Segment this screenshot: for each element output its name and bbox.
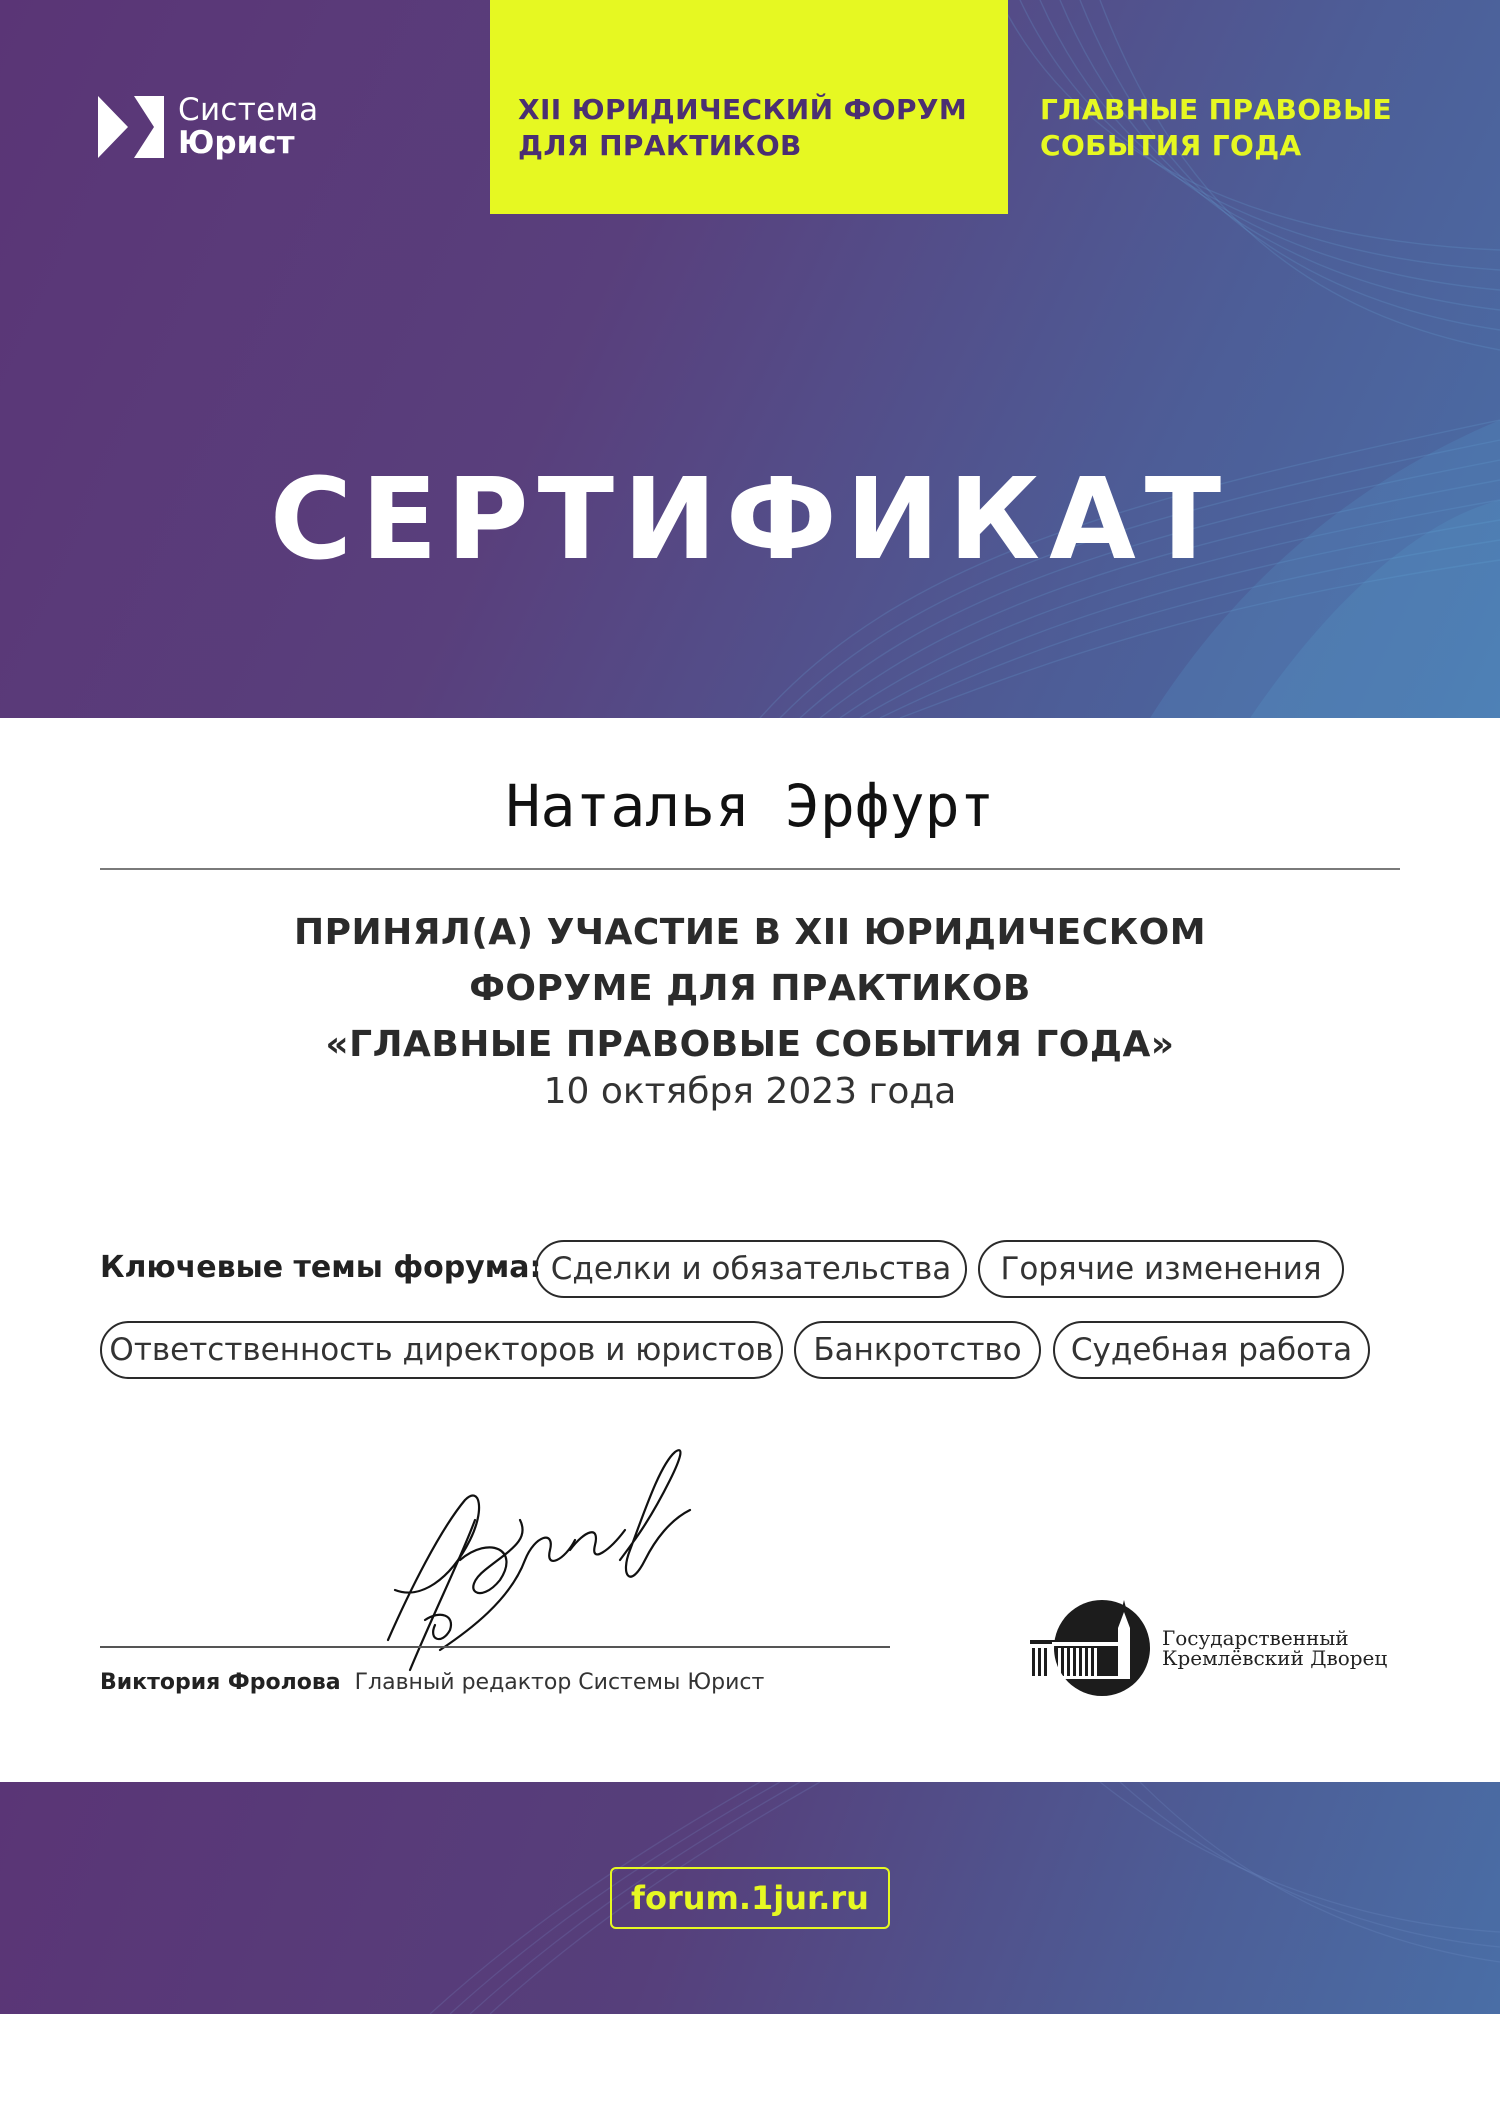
topic-chip: Банкротство <box>794 1321 1041 1379</box>
logo-line-1: Система <box>178 92 319 128</box>
forum-tagline-line-1: ГЛАВНЫЕ ПРАВОВЫЕ <box>1040 93 1393 126</box>
statement-line-1: ПРИНЯЛ(А) УЧАСТИЕ В XII ЮРИДИЧЕСКОМ <box>293 912 1207 953</box>
signer-caption <box>100 1670 764 1695</box>
forum-name-line-2: ДЛЯ ПРАКТИКОВ <box>518 129 802 162</box>
logo-text <box>178 94 318 159</box>
logo-mark-icon <box>98 96 164 158</box>
signer-title: Главный редактор Системы Юрист <box>354 1670 765 1695</box>
kremlin-palace-logo <box>1030 1598 1387 1698</box>
topic-chip: Горячие изменения <box>978 1240 1344 1298</box>
forum-name-line-1: XII ЮРИДИЧЕСКИЙ ФОРУМ <box>518 93 968 126</box>
topic-chip: Ответственность директоров и юристов <box>100 1321 783 1379</box>
statement-line-2: ФОРУМЕ ДЛЯ ПРАКТИКОВ <box>469 968 1031 1009</box>
logo-line-2: Юрист <box>178 124 295 161</box>
forum-name <box>518 92 967 164</box>
statement-line-3: «ГЛАВНЫЕ ПРАВОВЫЕ СОБЫТИЯ ГОДА» <box>325 1024 1175 1065</box>
forum-tagline-line-2: СОБЫТИЯ ГОДА <box>1040 129 1302 162</box>
sistema-yurist-logo <box>98 94 318 159</box>
kremlin-line-1: Государственный <box>1162 1626 1349 1650</box>
participation-statement <box>0 905 1500 1073</box>
topic-chip: Сделки и обязательства <box>535 1240 967 1298</box>
topic-chip: Судебная работа <box>1053 1321 1370 1379</box>
forum-tagline <box>1040 92 1392 164</box>
recipient-name: Наталья Эрфурт <box>505 772 995 840</box>
footer-band <box>0 1782 1500 2014</box>
certificate-title: СЕРТИФИКАТ <box>269 455 1231 585</box>
signature-line <box>100 1646 890 1648</box>
kremlin-line-2: Кремлёвский Дворец <box>1162 1646 1388 1670</box>
signer-name: Виктория Фролова <box>100 1670 341 1695</box>
topics-label: Ключевые темы форума: <box>100 1250 542 1285</box>
handwritten-signature <box>380 1440 700 1680</box>
forum-url-link[interactable]: forum.1jur.ru <box>610 1867 890 1929</box>
forum-name-box <box>490 0 1008 214</box>
name-underline <box>100 868 1400 870</box>
event-date: 10 октября 2023 года <box>543 1071 957 1112</box>
kremlin-palace-name <box>1162 1628 1387 1668</box>
header-band <box>0 0 1500 718</box>
kremlin-palace-icon <box>1030 1598 1154 1698</box>
